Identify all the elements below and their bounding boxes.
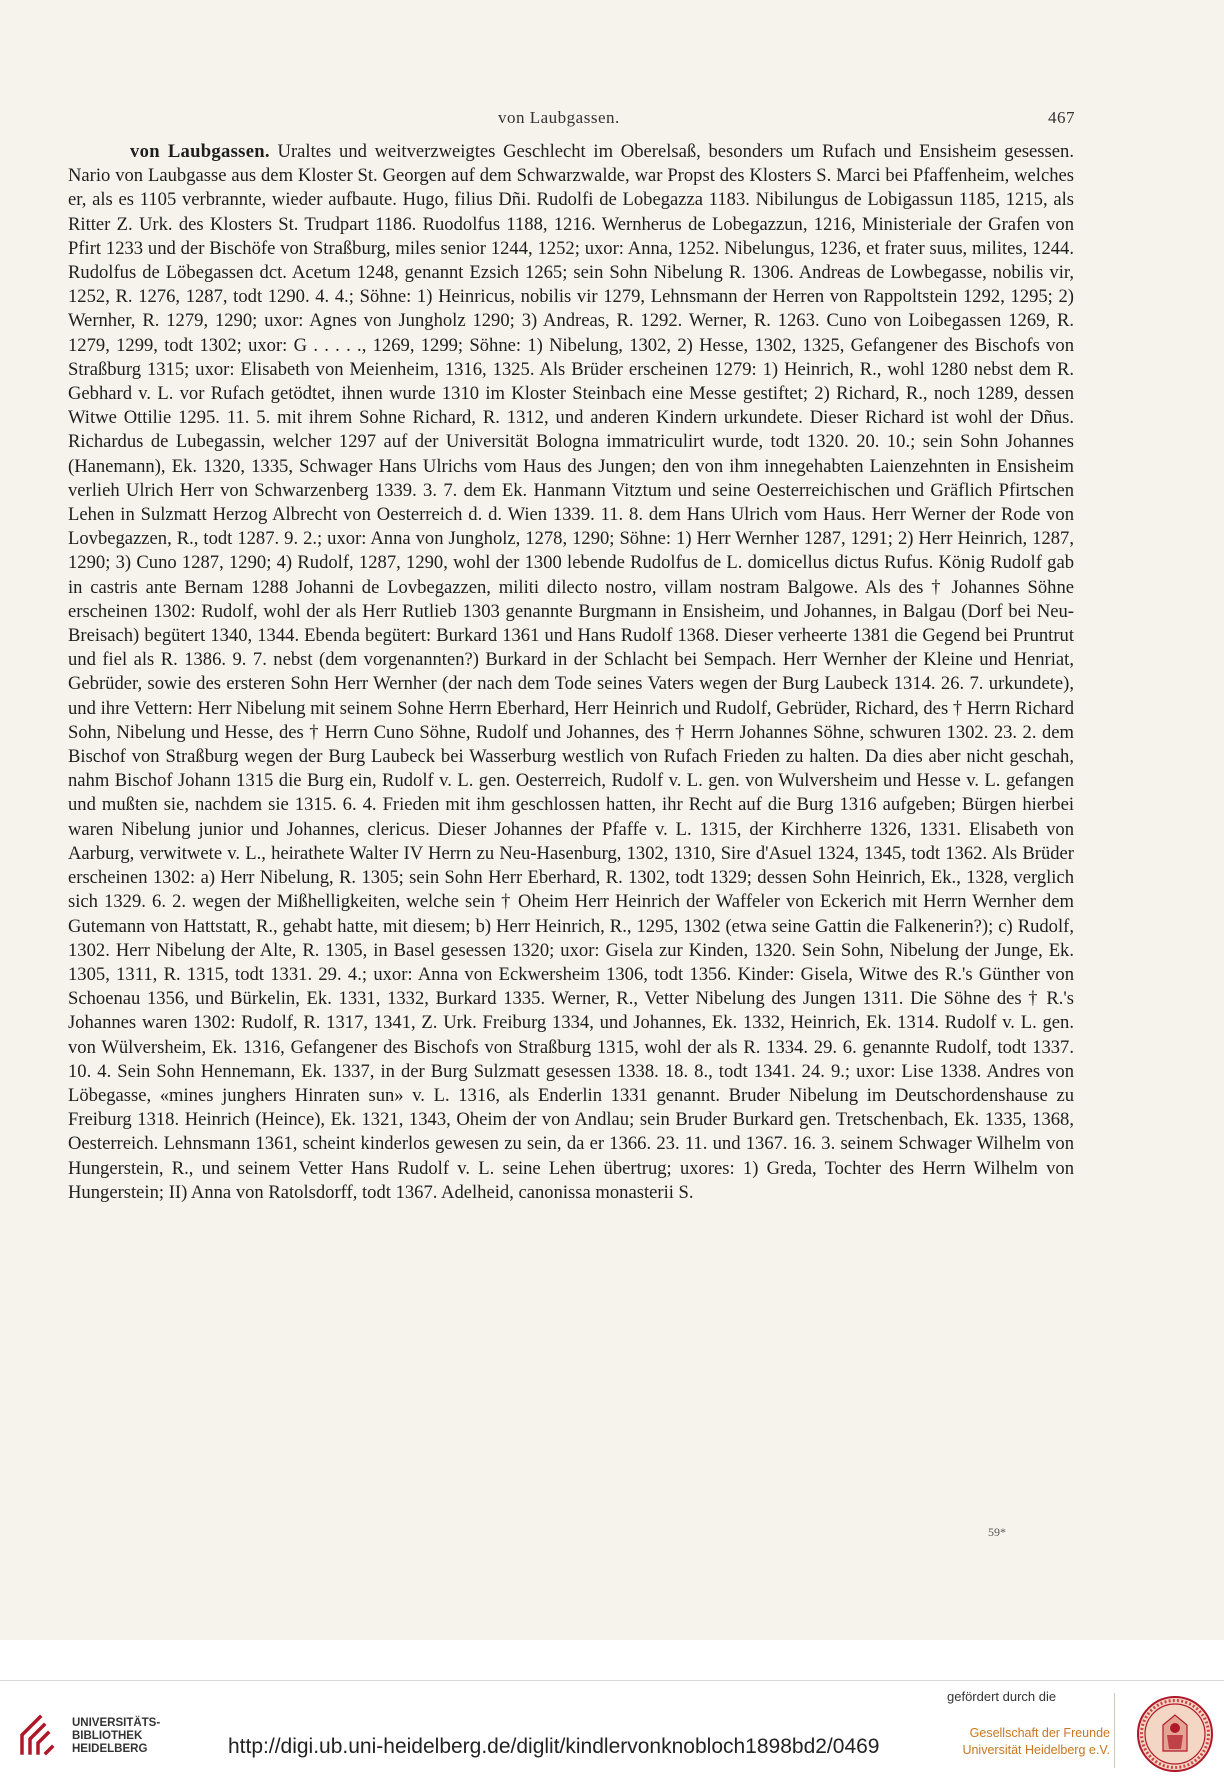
university-seal-icon (1136, 1695, 1214, 1773)
library-name-line: BIBLIOTHEK (72, 1730, 143, 1742)
entry-text: Uraltes und weitverzweigtes Geschlecht im Oberelsaß, besonders um Rufach und Ensisheim gesessen. Nario von Laubgasse aus dem Kloster St. Georgen auf dem Schwarzwalde, war Propst des Klosters S. Marci bei Pfaffenheim, welches er, als es 1105 verbrannte, wieder aufbaute. Hugo, filius Dñi. Rudolfi de Lobegazza 1183. Nibilungus de Lobigassun 1185, 1215, als Ritter Z. Urk. des Klosters St. Trudpart 1186. Ruodolfus 1188, 1216. Wernherus de Lobegazzun, 1216, Ministeriale der Grafen von Pfirt 1233 und der Bischöfe von Straßburg, miles senior 1244, 1252; uxor: Anna, 1252. Nibelungus, 1236, et frater suus, milites, 1244. Rudolfus de Löbegassen dct. Acetum 1248, genannt Ezsich 1265; sein Sohn Nibelung R. 1306. Andreas de Lowbegasse, nobilis vir, 1252, R. 1276, 1287, todt 1290. 4. 4.; Söhne: 1) Heinricus, nobilis vir 1279, Lehnsmann der Herren von Rappoltstein 1292, 1295; 2) Wernher, R. 1279, 1290; uxor: Agnes von Jungholz 1290; 3) Andreas, R. 1292. Werner, R. 1263. Cuno von Loibegassen 1269, R. 1279, 1299, todt 1302; uxor: G . . . . ., 1269, 1299; Söhne: 1) Nibelung, 1302, 2) Hesse, 1302, 1325, Gefangener des Bischofs von Straßburg 1315; uxor: Elisabeth von Meienheim, 1316, 1325. Als Brüder erscheinen 1279: 1) Heinrich, R., wohl 1280 nebst dem R. Gebhard v. L. vor Rufach getödtet, ihnen wurde 1310 im Kloster Steinbach eine Messe gestiftet; 2) Richard, R., noch 1289, dessen Witwe Ottilie 1295. 11. 5. mit ihrem Sohne Richard, R. 1312, und anderen Kindern urkundete. Dieser Richard ist wohl der Dñus. Richardus de Lubegassin, welcher 1297 auf der Universität Bologna immatriculirt wurde, todt 1320. 20. 10.; sein Sohn Johannes (Hanemann), Ek. 1320, 1335, Schwager Hans Ulrichs vom Haus des Jungen; den von ihm innegehabten Laienzehnten in Ensisheim verlieh Ulrich Herr von Schwarzenberg 1339. 3. 7. dem Ek. Hanmann Vitztum und seine Oesterreichischen und Gräflich Pfirtschen Lehen in Sulzmatt Herzog Albrecht von Oesterreich d. d. Wien 1339. 11. 8. dem Hans Ulrich vom Haus. Herr Werner der Rode von Lovbegazzen, R., todt 1287. 9. 2.; uxor: Anna von Jungholz, 1278, 1290; Söhne: 1) Herr Wernher 1287, 1291; 2) Herr Heinrich, 1287, 1290; 3) Cuno 1287, 1290; 4) Rudolf, 1287, 1290, wohl der 1300 lebende Rudolfus de L. domicellus dictus Rufus. König Rudolf gab in castris ante Bernam 1288 Johanni de Lovbegazzen, militi dilecto nostro, villam nostram Balgowe. Als des † Johannes Söhne erscheinen 1302: Rudolf, wohl der als Herr Rutlieb 1303 genannte Burgmann in Ensisheim, und Johannes, in Balgau (Dorf bei Neu-Breisach) begütert 1340, 1344. Ebenda begütert: Burkard 1361 und Hans Rudolf 1368. Dieser verheerte 1381 die Gegend bei Pruntrut und fiel als R. 1386. 9. 7. nebst (dem vorgenannten?) Burkard in der Schlacht bei Sempach. Herr Wernher der Kleine und Henriat, Gebrüder, sowie des ersteren Sohn Herr Wernher (der nach dem Tode seines Vaters wegen der Burg Laubeck 1314. 26. 7. urkundete), und ihre Vettern: Herr Nibelung mit seinem Sohne Herrn Eberhard, Herr Heinrich und Rudolf, Gebrüder, Richard, des † Herrn Richard Sohn, Nibelung und Hesse, des † Herrn Cuno Söhne, Rudolf und Johannes, des † Herrn Johannes Söhne, schwuren 1302. 23. 2. dem Bischof von Straßburg wegen der Burg Laubeck bei Wasserburg westlich von Rufach Frieden zu halten. Da dies aber nicht geschah, nahm Bischof Johann 1315 die Burg ein, Rudolf v. L. gen. Oesterreich, Rudolf v. L. gen. von Wulversheim und Hesse v. L. gefangen und mußten sie, nachdem sie 1315. 6. 4. Frieden mit ihm geschlossen hatten, ihr Recht auf die Burg 1316 aufgeben; Bürgen hierbei waren Nibelung junior und Johannes, clericus. Dieser Johannes der Pfaffe v. L. 1315, der Kirchherre 1326, 1331. Elisabeth von Aarburg, verwitwete v. L., heirathete Walter IV Herrn zu Neu-Hasenburg, 1302, 1310, Sire d'Asuel 1324, 1345, todt 1362. Als Brüder erscheinen 1302: a) Herr Nibelung, R. 1305; sein Sohn Herr Eberhard, R. 1302, todt 1329; dessen Sohn Heinrich, Ek., 1328, verglich sich 1329. 6. 2. wegen der Mißhelligkeiten, welche sein † Oheim Herr Heinrich der Waffeler von Eckerich mit Herrn Wernher dem Gutemann von Hattstatt, R., gehabt hatte, mit diesem; b) Herr Heinrich, R., 1295, 1302 (etwa seine Gattin die Falkenerin?); c) Rudolf, 1302. Herr Nibelung der Alte, R. 1305, in Basel gesessen 1320; uxor: Gisela zur Kinden, 1320. Sein Sohn, Nibelung der Junge, Ek. 1305, 1311, R. 1315, todt 1331. 29. 4.; uxor: Anna von Eckwersheim 1306, todt 1356. Kinder: Gisela, Witwe des R.'s Günther von Schoenau 1356, und Bürkelin, Ek. 1331, 1332, Burkard 1335. Werner, R., Vetter Nibelung des Jungen 1311. Die Söhne des † R.'s Johannes waren 1302: Rudolf, R. 1317, 1341, Z. Urk. Freiburg 1334, und Johannes, Ek. 1332, Heinrich, Ek. 1314. Rudolf v. L. gen. von Wülversheim, Ek. 1316, Gefangener des Bischofs von Straßburg 1315, wohl der als R. 1334. 29. 6. genannte Rudolf, todt 1337. 10. 4. Sein Sohn Hennemann, Ek. 1337, in der Burg Sulzmatt gesessen 1338. 18. 8., todt 1341. 24. 9.; uxor: Lise 1338. Andres von Löbegasse, «mines junghers Hinraten sun» v. L. 1316, als Enderlin 1331 genannt. Bruder Nibelung im Deutschordenshause zu Freiburg 1318. Heinrich (Heince), Ek. 1321, 1343, Oheim der von Andlau; sein Bruder Burkard gen. Tretschenbach, Ek. 1335, 1368, Oesterreich. Lehnsmann 1361, scheint kinderlos gewesen zu sein, da er 1366. 23. 11. und 1367. 16. 3. seinem Schwager Wilhelm von Hungerstein, R., und seinem Vetter Hans Rudolf v. L. seine Lehen übertrug; uxores: 1) Greda, Tochter des Herrn Wilhelm von Hungerstein; II) Anna von Ratolsdorff, todt 1367. Adelheid, canonissa monasterii S. (68, 141, 1074, 1203)
entry-paragraph (68, 140, 1074, 1205)
library-name (72, 1717, 160, 1756)
signature-mark: 59* (988, 1525, 1006, 1539)
entry-lemma: von Laubgassen. (130, 141, 270, 162)
page-number: 467 (1048, 108, 1075, 127)
digitization-footer (0, 1680, 1224, 1778)
society-name-line: Universität Heidelberg e.V. (962, 1743, 1110, 1757)
library-name-line: UNIVERSITÄTS- (72, 1717, 161, 1729)
sponsor-label: gefördert durch die (947, 1689, 1057, 1704)
library-name-line: HEIDELBERG (72, 1743, 148, 1755)
running-head-title: von Laubgassen. (498, 108, 620, 127)
library-logo-icon (18, 1713, 62, 1757)
permalink-url[interactable]: http://digi.ub.uni-heidelberg.de/diglit/kindlervonknobloch1898bd2/0469 (228, 1735, 880, 1758)
society-name-line: Gesellschaft der Freunde (969, 1726, 1110, 1740)
sponsor-society (930, 1725, 1110, 1759)
divider (1114, 1693, 1115, 1768)
